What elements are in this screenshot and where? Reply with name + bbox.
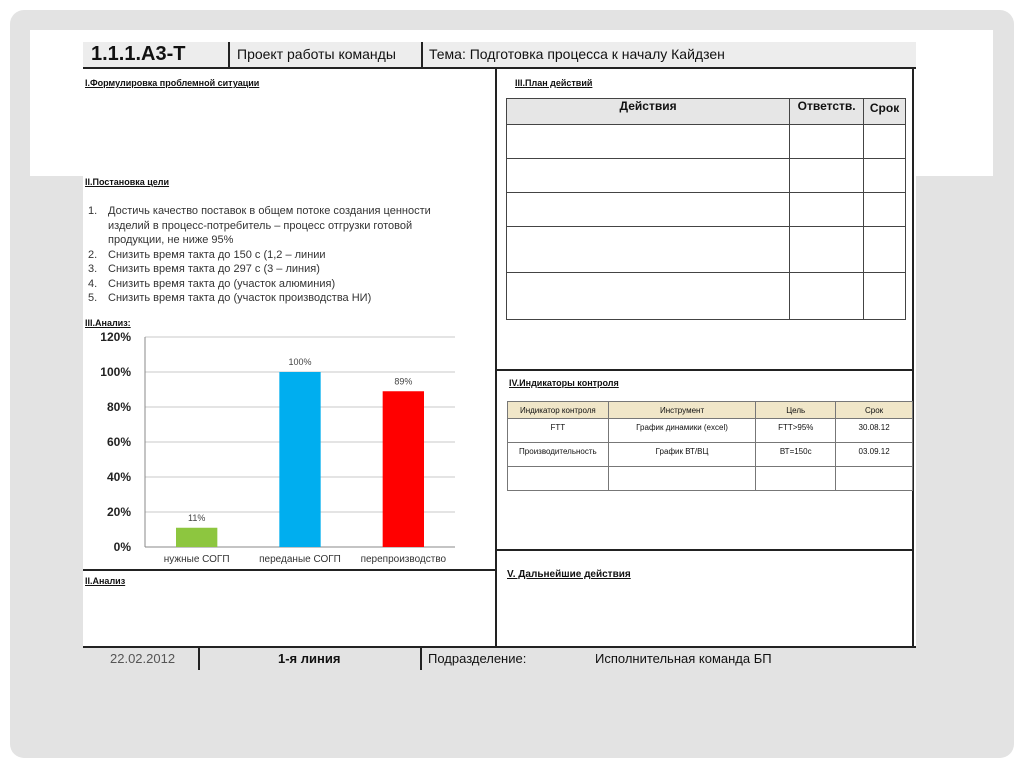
indicators-row bbox=[508, 419, 913, 443]
indicators-table bbox=[507, 401, 913, 491]
indicators-header-tool: Инструмент bbox=[608, 402, 756, 419]
indicators-divider bbox=[495, 549, 914, 551]
plan-row bbox=[507, 273, 906, 320]
deadline-cell bbox=[836, 467, 913, 491]
tool-cell: График ВТ/ВЦ bbox=[608, 443, 756, 467]
footer-divider bbox=[198, 648, 200, 670]
indicator-cell: Производительность bbox=[508, 443, 609, 467]
section-analysis: II.Анализ bbox=[85, 576, 126, 586]
plan-row bbox=[507, 125, 906, 159]
footer-line: 1-я линия bbox=[278, 651, 341, 666]
chart-x-tick-label: переданые СОГП bbox=[259, 554, 341, 565]
indicators-table-header bbox=[508, 402, 913, 419]
goal-item: 4. Снизить время такта до (участок алюминия) bbox=[88, 277, 336, 290]
goal-item: 2. Снизить время такта до 150 с (1,2 – линии bbox=[88, 248, 326, 261]
document-code: 1.1.1.А3-Т bbox=[91, 43, 186, 65]
chart-x-tick-label: перепроизводство bbox=[360, 554, 447, 565]
analysis-bar-chart bbox=[83, 325, 493, 570]
goal-item-line: продукции, не ниже 95% bbox=[108, 234, 234, 246]
goals-list bbox=[88, 204, 458, 306]
column-divider bbox=[495, 67, 497, 646]
chart-x-tick-label: нужные СОГП bbox=[163, 554, 230, 565]
goal-item-line: изделий в процесс-потребитель – процесс отгрузки готовой bbox=[108, 219, 413, 232]
tool-cell bbox=[608, 467, 756, 491]
chart-y-tick-label: 0% bbox=[113, 540, 131, 554]
chart-bar bbox=[279, 372, 320, 547]
indicators-header-indicator: Индикатор контроля bbox=[508, 402, 609, 419]
section-indicators: IV.Индикаторы контроля bbox=[509, 378, 619, 388]
topic-title: Тема: Подготовка процесса к началу Кайдзен bbox=[429, 46, 725, 62]
chart-data-label: 100% bbox=[288, 357, 312, 367]
plan-table-header bbox=[507, 99, 906, 125]
goal-item: 5. Снизить время такта до (участок производства НИ) bbox=[88, 292, 372, 304]
footer-division-value: Исполнительная команда БП bbox=[595, 651, 772, 666]
tool-cell: График динамики (excel) bbox=[608, 419, 756, 443]
a3-document bbox=[83, 42, 916, 668]
deadline-cell: 03.09.12 bbox=[836, 443, 913, 467]
plan-header-deadline: Срок bbox=[864, 99, 906, 125]
project-title: Проект работы команды bbox=[237, 46, 396, 62]
chart-y-tick-label: 120% bbox=[100, 330, 131, 344]
deadline-cell: 30.08.12 bbox=[836, 419, 913, 443]
plan-divider bbox=[495, 369, 914, 371]
target-cell bbox=[756, 467, 836, 491]
header-divider bbox=[228, 42, 230, 67]
footer-division-label: Подразделение: bbox=[428, 651, 527, 666]
chart-y-tick-label: 20% bbox=[106, 505, 131, 519]
indicator-cell bbox=[508, 467, 609, 491]
chart-data-label: 89% bbox=[394, 376, 413, 387]
chart-bar bbox=[383, 391, 424, 547]
chart-y-tick-label: 60% bbox=[106, 435, 131, 449]
plan-row bbox=[507, 159, 906, 193]
footer-date: 22.02.2012 bbox=[110, 651, 176, 666]
indicators-header-deadline: Срок bbox=[836, 402, 913, 419]
section-goals: II.Постановка цели bbox=[85, 177, 170, 187]
plan-header-responsible: Ответств. bbox=[790, 99, 864, 125]
goal-item: 1. Достичь качество поставок в общем потоке создания ценности bbox=[88, 205, 431, 217]
plan-row bbox=[507, 227, 906, 273]
footer-divider bbox=[420, 648, 422, 670]
section-problem: I.Формулировка проблемной ситуации bbox=[85, 78, 260, 88]
chart-y-tick-label: 80% bbox=[106, 400, 131, 414]
plan-table bbox=[506, 98, 906, 320]
plan-header-actions: Действия bbox=[507, 99, 790, 125]
section-plan: III.План действий bbox=[515, 78, 593, 88]
indicators-row bbox=[508, 467, 913, 491]
document-footer bbox=[83, 646, 916, 670]
goal-item: 3. Снизить время такта до 297 с (3 – линия) bbox=[88, 263, 320, 275]
chart-bar bbox=[176, 528, 217, 547]
chart-data-label: 11% bbox=[187, 512, 206, 523]
indicators-row bbox=[508, 443, 913, 467]
section-analysis-chart: III.Анализ: bbox=[85, 318, 131, 328]
indicators-header-target: Цель bbox=[756, 402, 836, 419]
document-header bbox=[83, 42, 916, 69]
header-divider bbox=[421, 42, 423, 67]
right-border bbox=[912, 67, 914, 646]
chart-y-tick-label: 40% bbox=[106, 470, 131, 484]
target-cell: FTT>95% bbox=[756, 419, 836, 443]
chart-y-tick-label: 100% bbox=[100, 365, 131, 379]
section-next-steps: V. Дальнейшие действия bbox=[507, 569, 631, 580]
plan-row bbox=[507, 193, 906, 227]
target-cell: ВТ=150с bbox=[756, 443, 836, 467]
indicator-cell: FTT bbox=[508, 419, 609, 443]
